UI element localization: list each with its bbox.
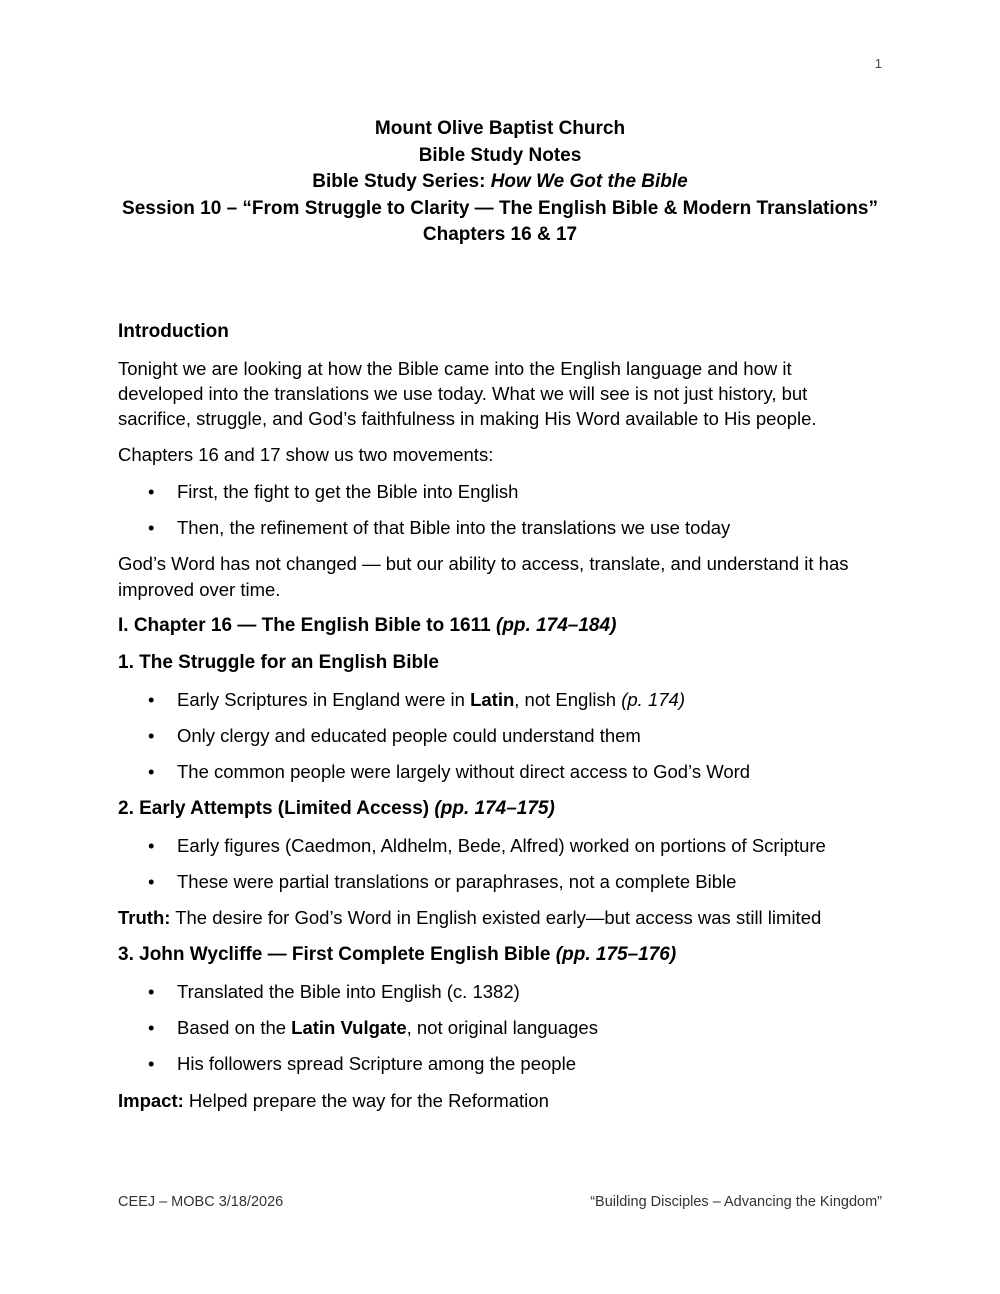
list-item: [118, 687, 882, 712]
list-item-text: His followers spread Scripture among the people: [177, 1053, 576, 1075]
bullet-icon: •: [148, 871, 155, 893]
section-heading-chapter16: [118, 613, 882, 639]
impact-label: Impact:: [118, 1089, 184, 1111]
subsection2-heading-pages: (pp. 174–175): [434, 797, 555, 819]
section-heading-introduction: Introduction: [118, 320, 229, 342]
page-footer: [118, 1194, 882, 1210]
intro-paragraph-3: God’s Word has not changed — but our ability to access, translate, and understand it has improved over time.: [118, 553, 849, 600]
bullet-icon: •: [148, 1016, 155, 1038]
text-segment: , not English: [514, 688, 622, 710]
subsection-heading-3: [118, 942, 882, 968]
bullet-icon: •: [148, 725, 155, 747]
list-item: [118, 1015, 882, 1040]
list-item: [118, 479, 882, 504]
title-church: Mount Olive Baptist Church: [374, 118, 626, 139]
page-number: 1: [874, 56, 882, 71]
bullet-icon: •: [148, 980, 155, 1002]
impact-text: Helped prepare the way for the Reformation: [183, 1089, 549, 1111]
text-segment: Based on the: [177, 1016, 292, 1038]
list-item-text: [177, 1017, 598, 1038]
list-item: [118, 979, 882, 1004]
title-chapters: Chapters 16 & 17: [422, 224, 578, 245]
text-segment: Early Scriptures in England were in: [177, 688, 471, 710]
bullet-icon: •: [148, 688, 155, 710]
list-item: [118, 759, 882, 784]
intro-paragraph-1: Tonight we are looking at how the Bible came into the English language and how it developed into the translations we use today. What we will see is not just history, but sacrifice, struggle, and God’s faithfulness in making His Word available to His people.: [118, 357, 817, 430]
bullet-icon: •: [148, 1053, 155, 1075]
document-body: [118, 319, 882, 1113]
title-session: Session 10 – “From Struggle to Clarity — The English Bible & Modern Translations”: [122, 197, 878, 219]
list-item-text: First, the fight to get the Bible into English: [177, 480, 519, 502]
title-series-label: Bible Study Series:: [312, 171, 491, 192]
bullet-icon: •: [148, 480, 155, 502]
list-item-text: Then, the refinement of that Bible into the translations we use today: [177, 516, 731, 538]
chapter16-heading-pages: (pp. 174–184): [496, 614, 617, 636]
list-item-text: Translated the Bible into English (c. 1382): [177, 980, 520, 1002]
truth-label: Truth:: [118, 907, 171, 929]
subsection2-heading-text: 2. Early Attempts (Limited Access): [118, 797, 435, 819]
subsection-heading-2: [118, 796, 882, 822]
bullet-icon: •: [148, 834, 155, 856]
intro-paragraph-2: Chapters 16 and 17 show us two movements:: [118, 444, 494, 466]
title-series-name: How We Got the Bible: [490, 171, 688, 192]
subsection3-heading-text: 3. John Wycliffe — First Complete English Bible: [118, 943, 556, 965]
list-item-text: The common people were largely without direct access to God’s Word: [177, 761, 751, 783]
list-item-text: These were partial translations or paraphrases, not a complete Bible: [177, 871, 737, 893]
list-item: [118, 515, 882, 540]
list-item-text: Only clergy and educated people could understand them: [177, 725, 641, 747]
footer-left: CEEJ – MOBC 3/18/2026: [118, 1194, 284, 1210]
bullet-icon: •: [148, 516, 155, 538]
bullet-icon: •: [148, 761, 155, 783]
title-block: [0, 0, 1000, 249]
impact-statement: [118, 1088, 882, 1113]
list-item: [118, 833, 882, 858]
truth-statement: [118, 905, 882, 930]
text-segment-bold: Latin Vulgate: [291, 1016, 407, 1038]
chapter16-heading-text: I. Chapter 16 — The English Bible to 1611: [118, 614, 496, 636]
list-item: [118, 1051, 882, 1076]
subsection3-heading-pages: (pp. 175–176): [555, 943, 677, 965]
list-item: [118, 869, 882, 894]
subsection-heading-1: 1. The Struggle for an English Bible: [118, 651, 439, 673]
text-segment-bold: Latin: [470, 688, 515, 710]
text-segment: , not original languages: [406, 1016, 598, 1038]
list-item: [118, 723, 882, 748]
title-series: [0, 169, 1000, 196]
page-reference: (p. 174): [621, 688, 685, 710]
truth-text: The desire for God’s Word in English existed early—but access was still limited: [170, 907, 822, 929]
list-item-text: [177, 689, 685, 710]
footer-right: “Building Disciples – Advancing the Kingdom”: [590, 1194, 882, 1210]
title-notes: Bible Study Notes: [418, 144, 582, 166]
list-item-text: Early figures (Caedmon, Aldhelm, Bede, Alfred) worked on portions of Scripture: [177, 834, 826, 856]
